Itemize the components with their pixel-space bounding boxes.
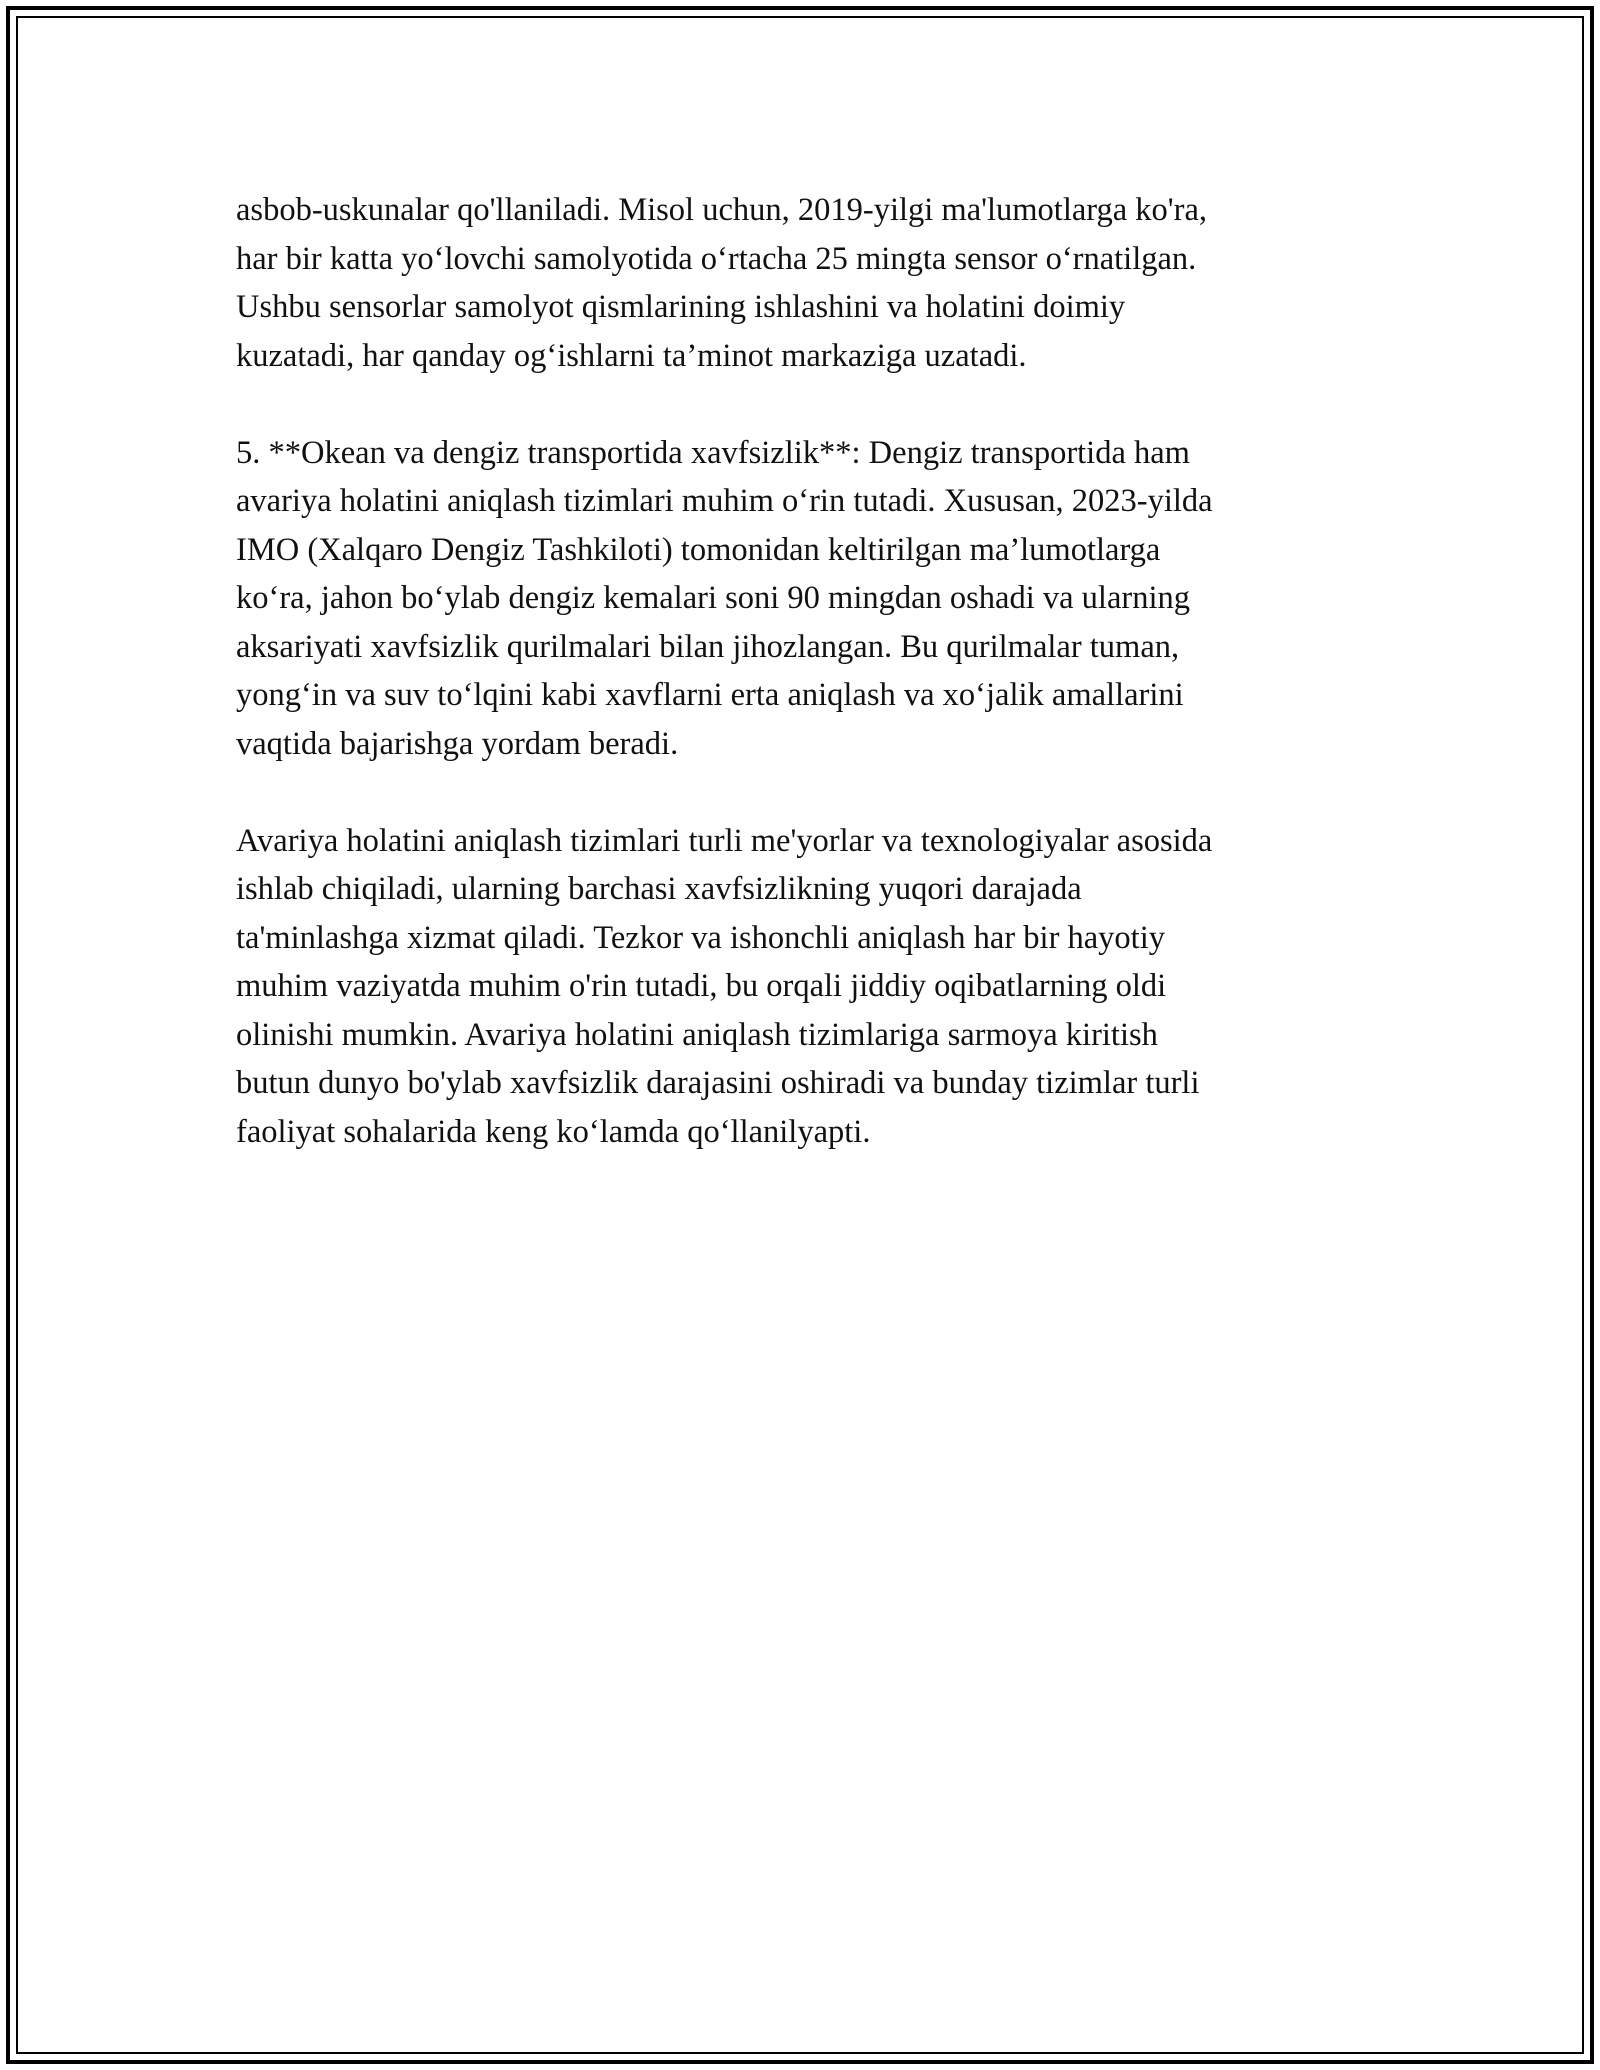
- paragraph-maritime-safety: 5. **Okean va dengiz transportida xavfsizlik**: Dengiz transportida ham avariya holatini aniqlash tizimlari muhim o‘rin tutadi. Xususan, 2023-yilda IMO (Xalqaro Dengiz Tashkiloti) tomonidan keltirilgan ma’lumotlarga ko‘ra, jahon bo‘ylab dengiz kemalari soni 90 mingdan oshadi va ularning aksariyati xavfsizlik qurilmalari bilan jihozlangan. Bu qurilmalar tuman, yong‘in va suv to‘lqini kabi xavflarni erta aniqlash va xo‘jalik amallarini vaqtida bajarishga yordam beradi.: [236, 434, 1213, 762]
- paragraph-aviation-sensors: asbob-uskunalar qo'llaniladi. Misol uchun, 2019-yilgi ma'lumotlarga ko'ra, har bir katta yo‘lovchi samolyotida o‘rtacha 25 mingta sensor o‘rnatilgan. Ushbu sensorlar samolyot qismlarining ishlashini va holatini doimiy kuzatadi, har qanday og‘ishlarni ta’minot markaziga uzatadi.: [236, 192, 1208, 374]
- document-body: [236, 186, 1366, 1205]
- paragraph-conclusion: Avariya holatini aniqlash tizimlari turli me'yorlar va texnologiyalar asosida ishlab chiqiladi, ularning barchasi xavfsizlikning yuqori darajada ta'minlashga xizmat qiladi. Tezkor va ishonchli aniqlash har bir hayotiy muhim vaziyatda muhim o'rin tutadi, bu orqali jiddiy oqibatlarning oldi olinishi mumkin. Avariya holatini aniqlash tizimlariga sarmoya kiritish butun dunyo bo'ylab xavfsizlik darajasini oshiradi va bunday tizimlar turli faoliyat sohalarida keng ko‘lamda qo‘llanilyapti.: [236, 822, 1213, 1150]
